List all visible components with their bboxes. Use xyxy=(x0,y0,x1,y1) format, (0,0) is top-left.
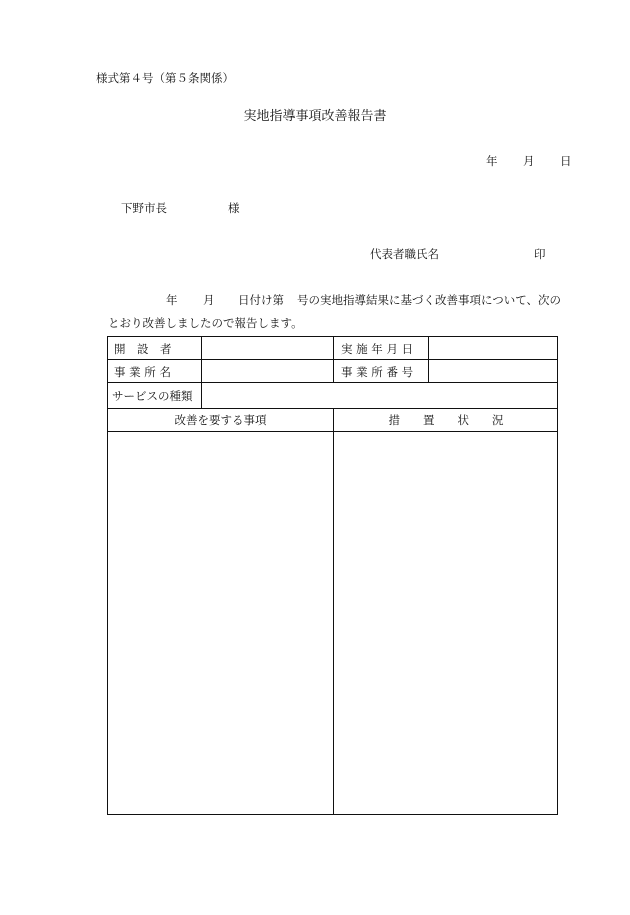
seal-mark: 印 xyxy=(534,247,546,261)
measures-area[interactable] xyxy=(334,432,558,814)
date-month-label: 月 xyxy=(523,154,535,168)
date-year-label: 年 xyxy=(486,154,498,168)
service-type-field[interactable] xyxy=(202,383,558,408)
establisher-label: 開 設 者 xyxy=(114,342,172,356)
addressee-honorific: 様 xyxy=(228,201,240,215)
office-number-field[interactable] xyxy=(429,360,558,382)
document-title: 実地指導事項改善報告書 xyxy=(243,109,387,124)
measures-header: 措 置 状 況 xyxy=(388,413,504,427)
body-paragraph-line-2: とおり改善しましたので報告します。 xyxy=(108,316,303,330)
form-number: 様式第４号（第５条関係） xyxy=(96,71,234,85)
establisher-field[interactable] xyxy=(202,337,333,359)
office-name-field[interactable] xyxy=(202,360,333,382)
addressee-name: 下野市長 xyxy=(121,201,167,215)
improvement-items-area[interactable] xyxy=(108,432,333,814)
representative-label: 代表者職氏名 xyxy=(370,247,439,261)
implementation-date-field[interactable] xyxy=(429,337,558,359)
body-number-suffix: 号の実地指導結果に基づく改善事項について、次の xyxy=(297,293,562,307)
office-number-label: 事 業 所 番 号 xyxy=(341,365,414,379)
body-year-label: 年 xyxy=(166,293,178,307)
improvement-items-header: 改善を要する事項 xyxy=(174,413,267,427)
service-type-label: サービスの種類 xyxy=(112,389,193,403)
office-name-label: 事 業 所 名 xyxy=(114,365,171,379)
date-day-label: 日 xyxy=(560,154,572,168)
report-table xyxy=(107,336,558,815)
body-day-suffix: 日付け第 xyxy=(238,293,284,307)
body-month-label: 月 xyxy=(203,293,215,307)
implementation-date-label: 実 施 年 月 日 xyxy=(341,342,414,356)
